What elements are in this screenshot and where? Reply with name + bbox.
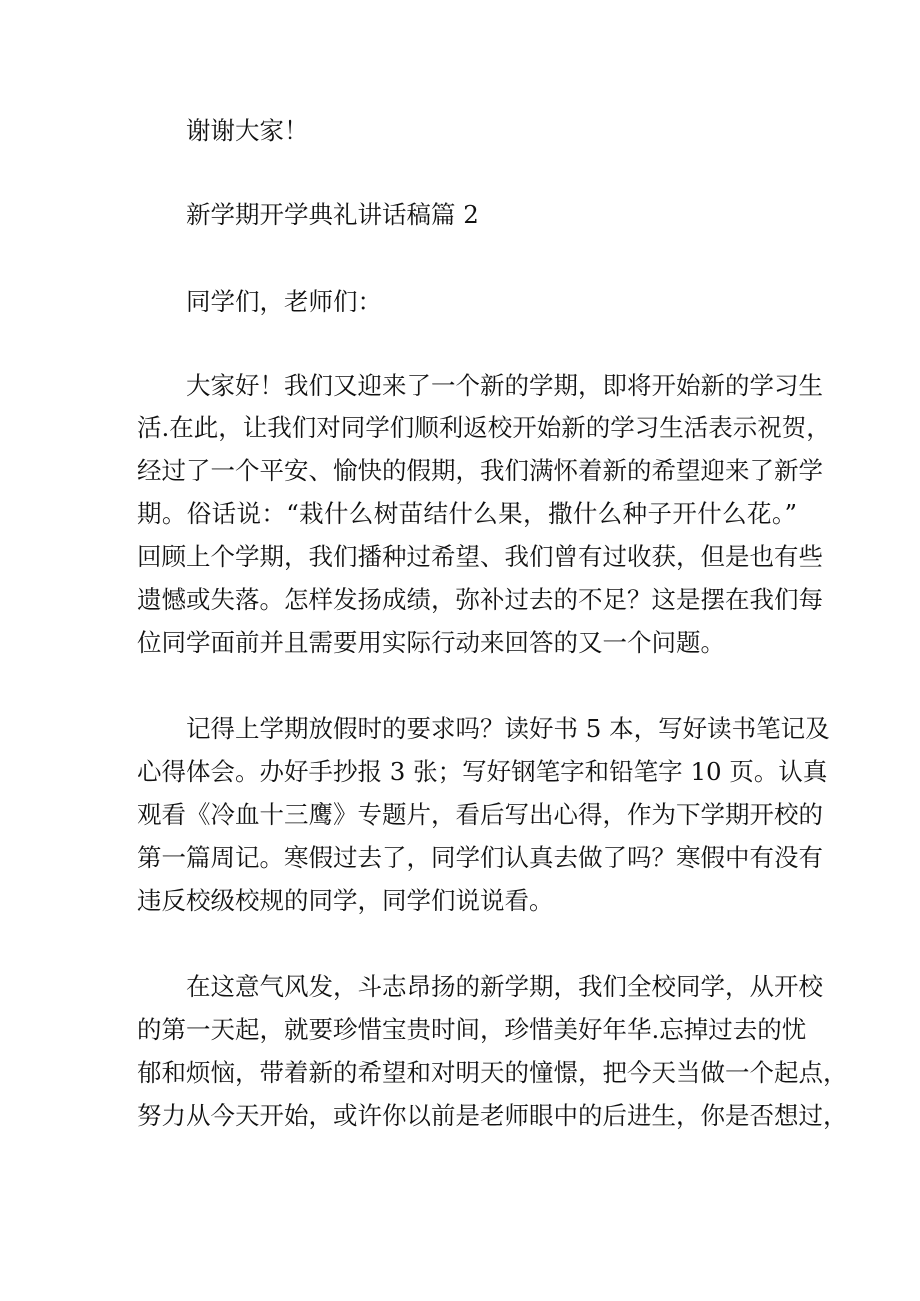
paragraph-line: 回顾上个学期，我们播种过希望、我们曾有过收获，但是也有些 [137, 542, 823, 571]
paragraph-line: 记得上学期放假时的要求吗？读好书 5 本，写好读书笔记及 [186, 714, 830, 743]
salutation-line: 同学们，老师们： [186, 287, 382, 316]
paragraph-line: 位同学面前并且需要用实际行动来回答的又一个问题。 [137, 628, 725, 657]
closing-line: 谢谢大家！ [186, 116, 309, 145]
paragraph-line: 努力从今天开始，或许你以前是老师眼中的后进生，你是否想过， [137, 1101, 848, 1130]
paragraph-line: 观看《冷血十三鹰》专题片，看后写出心得，作为下学期开校的 [137, 800, 823, 829]
section-title: 新学期开学典礼讲话稿篇 2 [186, 200, 479, 229]
paragraph-line: 遗憾或失落。怎样发扬成绩，弥补过去的不足？这是摆在我们每 [137, 585, 823, 614]
paragraph-line: 在这意气风发，斗志昂扬的新学期，我们全校同学，从开校 [186, 972, 823, 1001]
paragraph-line: 活.在此，让我们对同学们顺利返校开始新的学习生活表示祝贺， [137, 413, 831, 442]
paragraph-line: 的第一天起，就要珍惜宝贵时间，珍惜美好年华.忘掉过去的忧 [137, 1015, 807, 1044]
paragraph-line: 大家好！我们又迎来了一个新的学期，即将开始新的学习生 [186, 371, 823, 400]
paragraph-line: 心得体会。办好手抄报 3 张；写好钢笔字和铅笔字 10 页。认真 [137, 757, 828, 786]
paragraph-line: 期。俗话说：“栽什么树苗结什么果，撒什么种子开什么花。” [137, 499, 797, 528]
paragraph-line: 第一篇周记。寒假过去了，同学们认真去做了吗？寒假中有没有 [137, 843, 823, 872]
paragraph-line: 经过了一个平安、愉快的假期，我们满怀着新的希望迎来了新学 [137, 456, 823, 485]
paragraph-line: 郁和烦恼，带着新的希望和对明天的憧憬，把今天当做一个起点， [137, 1058, 848, 1087]
paragraph-line: 违反校级校规的同学，同学们说说看。 [137, 886, 554, 915]
